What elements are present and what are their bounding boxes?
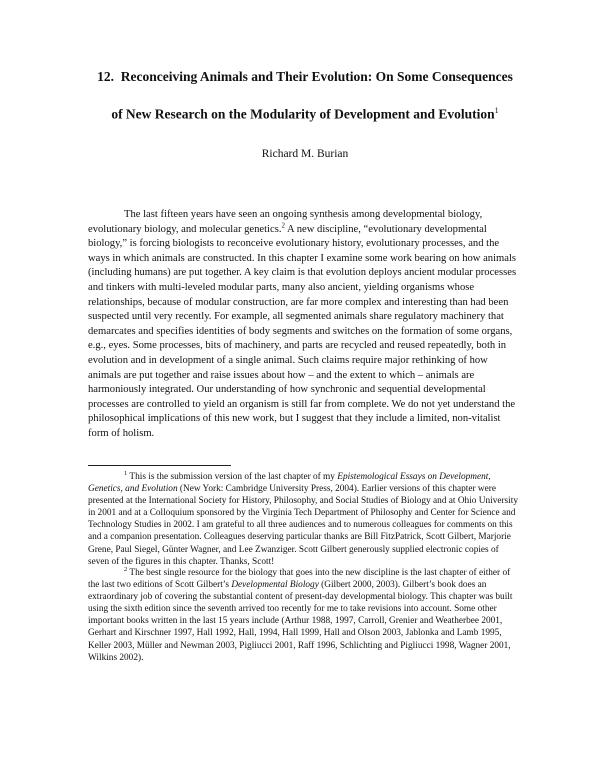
footnote-1-text-b: (New York: Cambridge University Press, 2004). Earlier versions of this chapter were presented at the International Society for History, Philosophy, and Social Studies of Biology and at Ohio University in 2001 and at a Colloquium sponsored by the Virginia Tech Department of Philosophy and Center for Science and Technology Studies in 2002. I am grateful to all three audiences and to numerous colleagues for comments on this and a companion presentation. Colleagues deserving particular thanks are Bill FitzPatrick, Scott Gilbert, Marjorie Grene, Paul Siegel, Günter Wagner, and Lee Zwanziger. Scott Gilbert generously supplied electronic copies of seven of the figures in this chapter. Thanks, Scott!	[88, 484, 518, 567]
title-text-line-2: of New Research on the Modularity of Development and Evolution	[111, 106, 495, 122]
footnote-2	[88, 567, 520, 664]
title-footnote-ref[interactable]: 1	[494, 106, 499, 115]
author-name: Richard M. Burian	[261, 148, 349, 160]
footnote-1	[88, 471, 520, 568]
footnote-1-book-title: Epistemological Essays on Development, Genetics, and Evolution	[88, 472, 491, 495]
footnote-2-text-a: The best single resource for the biology that goes into the new discipline is the last chapter of either of the last two editions of Scott Gilbert’s	[88, 568, 511, 591]
footnote-1-text-a: This is the submission version of the last chapter of my	[127, 472, 338, 482]
abstract-text-2: A new discipline, “evolutionary developmental biology,” is forcing biologists to reconceive evolutionary history, evolutionary processes, and the ways in which animals are constructed. In this chapter I examine some work bearing on how animals (including humans) are put together. A key claim is that evolution deploys ancient modular processes and tinkers with multi-leveled modular parts, many also ancient, yielding organisms whose relationships, because of modular construction, are far more complex and interesting than had been suspected until very recently. For example, all segmented animals share regulatory machinery that demarcates and specifies identities of body segments and switches on the formation of some organs, e.g., eyes. Some processes, bits of machinery, and parts are recycled and reused repeatedly, both in evolution and in development of a single animal. Such claims require major rethinking of how animals are put together and raise issues about how – and the extent to which – animals are harmoniously integrated. Our understanding of how synchronic and sequential developmental processes are controlled to yield an organism is still far from complete. We do not yet understand the philosophical implications of this new work, but I suggest that they include a limited, non-vitalist form of holism.	[88, 223, 517, 439]
title-text-line-1: Reconceiving Animals and Their Evolution: On Some Consequences	[120, 69, 513, 84]
chapter-title-line-1	[60, 69, 550, 85]
footnote-2-marker: 2	[124, 565, 128, 573]
abstract-paragraph	[88, 208, 520, 442]
footnote-separator	[88, 465, 231, 466]
footnote-1-marker: 1	[124, 469, 128, 477]
chapter-number: 12.	[97, 69, 114, 84]
abstract-text-1: The last fifteen years have seen an ongoing synthesis among developmental biology, evolutionary biology, and molecular genetics.	[88, 209, 483, 235]
chapter-title-line-2	[60, 103, 550, 123]
footnote-2-book-title: Developmental Biology	[231, 580, 319, 591]
footnote-2-text-b: (Gilbert 2000, 2003). Gilbert’s book does an extraordinary job of covering the substantial content of present-day developmental biology. This chapter was built using the sixth edition since the seventh arrived too recently for me to take revisions into account. Some other important books written in the last 15 years include (Arthur 1988, 1997, Carroll, Grenier and Weatherbee 2001, Gerhart and Kirschner 1997, Hall 1992, Hall, 1994, Hall 1999, Hall and Olson 2003, Jablonka and Lamb 1995, Keller 2003, Müller and Newman 2003, Pigliucci 2001, Raff 1996, Schlichting and Pigliucci 1998, Wagner 2001, Wilkins 2002).	[88, 580, 513, 663]
footnote-ref-2[interactable]: 2	[281, 221, 285, 230]
